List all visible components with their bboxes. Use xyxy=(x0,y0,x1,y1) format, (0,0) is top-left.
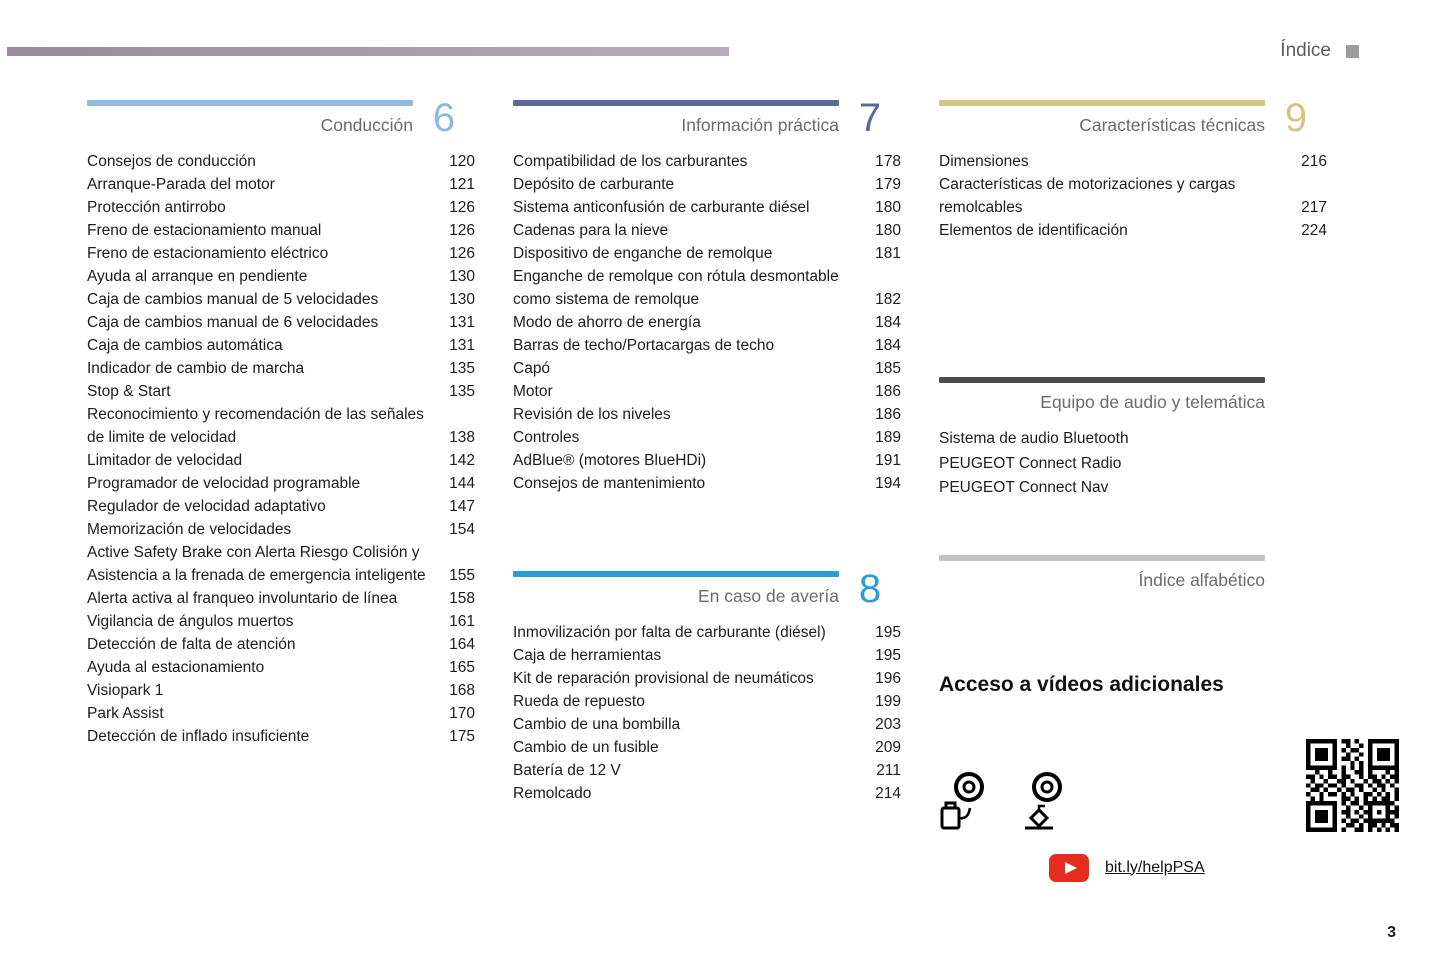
toc-entry-label: Ayuda al estacionamiento xyxy=(87,659,265,676)
toc-entry-page: 170 xyxy=(449,705,475,722)
qr-code xyxy=(1306,739,1399,832)
toc-entry xyxy=(87,633,475,656)
toc-entry-label: Controles xyxy=(513,429,580,446)
toc-entry-label: Park Assist xyxy=(87,705,164,722)
toc-entry-page: 189 xyxy=(875,429,901,446)
toc-entry-page: 178 xyxy=(875,153,901,170)
section-header-indice-alfabetico xyxy=(939,555,1327,591)
toc-entry xyxy=(513,242,901,265)
section-accent-bar xyxy=(939,555,1265,561)
toc-entry xyxy=(87,610,475,633)
toc-entry xyxy=(513,403,901,426)
toc-entry-label: Dispositivo de enganche de remolque xyxy=(513,245,773,262)
toc-entry-page: 126 xyxy=(449,199,475,216)
audio-item: PEUGEOT Connect Nav xyxy=(939,479,1109,496)
toc-entry-page: 161 xyxy=(449,613,475,630)
toc-entry-label: Detección de falta de atención xyxy=(87,636,296,653)
help-link[interactable]: bit.ly/helpPSA xyxy=(1105,858,1205,876)
toc-entry xyxy=(513,173,901,196)
toc-entry-label: Memorización de velocidades xyxy=(87,521,292,538)
toc-entry-label: Vigilancia de ángulos muertos xyxy=(87,613,294,630)
toc-entry-page: 186 xyxy=(875,383,901,400)
toc-entry xyxy=(513,334,901,357)
toc-entry xyxy=(87,334,475,357)
toc-entry xyxy=(87,380,475,403)
toc-entry-label: Batería de 12 V xyxy=(513,762,621,779)
column-caracteristicas xyxy=(939,96,1327,882)
toc-entry xyxy=(939,219,1327,242)
toc-entry-label: Motor xyxy=(513,383,553,400)
toc-entry-label: Limitador de velocidad xyxy=(87,452,243,469)
toc-entry xyxy=(87,449,475,472)
toc-entry xyxy=(939,150,1327,173)
toc-entry xyxy=(87,265,475,288)
toc-entry-page: 196 xyxy=(875,670,901,687)
toc-entry-label: Indicador de cambio de marcha xyxy=(87,360,305,377)
toc-entry-label: Consejos de mantenimiento xyxy=(513,475,706,492)
toc-entry-label: Remolcado xyxy=(513,785,592,802)
toc-entry-page: 199 xyxy=(875,693,901,710)
toc-entry-label: Caja de herramientas xyxy=(513,647,662,664)
toc-entry-label: Freno de estacionamiento manual xyxy=(87,222,322,239)
toc-entry xyxy=(513,219,901,242)
toc-entry xyxy=(513,713,901,736)
section-title-caracteristicas: Características técnicas xyxy=(1079,115,1265,135)
toc-entry-page: 180 xyxy=(875,199,901,216)
chapter-number-8: 8 xyxy=(858,567,882,611)
toc-entry xyxy=(87,173,475,196)
toc-entry-label: Reconocimiento y recomendación de las señales de limite de velocidad xyxy=(87,406,424,446)
header-square-icon xyxy=(1346,45,1359,58)
toc-entry-page: 120 xyxy=(449,153,475,170)
toc-entry-page: 211 xyxy=(876,762,901,779)
toc-entry-label: Revisión de los niveles xyxy=(513,406,671,423)
toc-entry-label: Cambio de una bombilla xyxy=(513,716,681,733)
toc-entry xyxy=(87,702,475,725)
toc-entry-page: 135 xyxy=(449,383,475,400)
toc-entry-label: Elementos de identificación xyxy=(939,222,1128,239)
toc-entry-page: 126 xyxy=(449,245,475,262)
toc-entry xyxy=(87,679,475,702)
toc-entry xyxy=(87,219,475,242)
toc-entry xyxy=(513,265,901,311)
toc-entry xyxy=(513,150,901,173)
top-rule-bar xyxy=(7,47,729,56)
toc-entry xyxy=(513,449,901,472)
toc-entry-page: 209 xyxy=(875,739,901,756)
toc-entry-page: 130 xyxy=(449,268,475,285)
toc-entry xyxy=(513,736,901,759)
section-header-audio xyxy=(939,377,1327,413)
column-conduccion xyxy=(87,96,475,748)
toc-entry xyxy=(513,621,901,644)
toc-entry xyxy=(87,725,475,748)
toc-entry-label: Enganche de remolque con rótula desmontable como sistema de remolque xyxy=(513,268,839,308)
section-header-averia xyxy=(513,567,901,611)
section-title-indice-alfabetico: Índice alfabético xyxy=(1138,569,1265,590)
toc-entry-page: 195 xyxy=(875,624,901,641)
section-accent-bar xyxy=(87,100,413,106)
toc-entry xyxy=(87,518,475,541)
section-header-conduccion xyxy=(87,96,475,140)
toc-entry-label: Regulador de velocidad adaptativo xyxy=(87,498,326,515)
chapter-number-9: 9 xyxy=(1284,96,1308,140)
toc-entry-page: 181 xyxy=(875,245,901,262)
toc-entry-label: Rueda de repuesto xyxy=(513,693,645,710)
toc-entry-label: Sistema anticonfusión de carburante diésel xyxy=(513,199,810,216)
toc-entry xyxy=(939,173,1327,219)
toc-entry xyxy=(87,357,475,380)
toc-entry-label: Cambio de un fusible xyxy=(513,739,659,756)
tyre-jack-icon xyxy=(1017,770,1067,832)
toc-entry-label: Características de motorizaciones y cargas remolcables xyxy=(939,176,1236,216)
section-title-informacion: Información práctica xyxy=(681,115,839,135)
section-accent-bar xyxy=(939,377,1265,383)
section-title-conduccion: Conducción xyxy=(320,115,413,135)
toc-entry-label: Active Safety Brake con Alerta Riesgo Colisión y Asistencia a la frenada de emergencia inteligente xyxy=(87,544,426,584)
toc-entry-label: Compatibilidad de los carburantes xyxy=(513,153,748,170)
toc-entry xyxy=(87,150,475,173)
toc-entry-page: 195 xyxy=(875,647,901,664)
toc-entry-page: 175 xyxy=(449,728,475,745)
toc-entry-page: 168 xyxy=(449,682,475,699)
toc-entry-page: 155 xyxy=(449,567,475,584)
page-number: 3 xyxy=(1387,924,1396,941)
toc-entry-label: Inmovilización por falta de carburante (diésel) xyxy=(513,624,826,641)
toc-entry xyxy=(87,196,475,219)
toc-entry-page: 142 xyxy=(449,452,475,469)
toc-entry-page: 158 xyxy=(449,590,475,607)
toc-entry-label: Caja de cambios manual de 6 velocidades xyxy=(87,314,379,331)
tyre-sealant-kit-icon xyxy=(939,770,989,832)
toc-entry-page: 154 xyxy=(449,521,475,538)
toc-entry xyxy=(513,667,901,690)
toc-entry xyxy=(87,311,475,334)
toc-entry xyxy=(513,472,901,495)
toc-entry-page: 186 xyxy=(875,406,901,423)
page-header xyxy=(1280,40,1359,62)
toc-list-caracteristicas xyxy=(939,150,1327,242)
toc-entry-page: 130 xyxy=(449,291,475,308)
toc-entry xyxy=(513,759,901,782)
page-header-title: Índice xyxy=(1280,40,1331,61)
toc-entry-page: 179 xyxy=(875,176,901,193)
toc-entry-page: 138 xyxy=(449,429,475,446)
toc-entry-page: 185 xyxy=(875,360,901,377)
toc-entry-label: Stop & Start xyxy=(87,383,171,400)
audio-item: Sistema de audio Bluetooth xyxy=(939,430,1129,447)
section-title-audio: Equipo de audio y telemática xyxy=(1040,392,1265,412)
toc-entry-page: 182 xyxy=(875,291,901,308)
toc-entry-label: Freno de estacionamiento eléctrico xyxy=(87,245,329,262)
toc-entry-label: Dimensiones xyxy=(939,153,1029,170)
videos-link-row xyxy=(939,854,1327,882)
toc-entry xyxy=(87,541,475,587)
toc-entry xyxy=(87,472,475,495)
toc-entry-label: Caja de cambios manual de 5 velocidades xyxy=(87,291,379,308)
toc-entry-page: 224 xyxy=(1301,222,1327,239)
toc-entry-label: Depósito de carburante xyxy=(513,176,675,193)
toc-entry-page: 216 xyxy=(1301,153,1327,170)
toc-entry-page: 147 xyxy=(449,498,475,515)
toc-entry-page: 194 xyxy=(875,475,901,492)
toc-entry xyxy=(513,196,901,219)
videos-heading: Acceso a vídeos adicionales xyxy=(939,672,1224,696)
toc-entry xyxy=(87,288,475,311)
youtube-icon[interactable] xyxy=(1049,854,1089,882)
column-informacion xyxy=(513,96,901,805)
toc-entry-label: Modo de ahorro de energía xyxy=(513,314,701,331)
section-accent-bar xyxy=(513,571,839,577)
toc-list-informacion xyxy=(513,150,901,495)
section-header-informacion xyxy=(513,96,901,140)
toc-entry-page: 184 xyxy=(875,337,901,354)
toc-entry-page: 126 xyxy=(449,222,475,239)
videos-icons-row xyxy=(939,739,1327,832)
toc-entry-label: Barras de techo/Portacargas de techo xyxy=(513,337,775,354)
toc-entry xyxy=(87,403,475,449)
toc-entry-label: AdBlue® (motores BlueHDi) xyxy=(513,452,707,469)
toc-entry-label: Caja de cambios automática xyxy=(87,337,283,354)
audio-list xyxy=(939,427,1327,501)
toc-entry xyxy=(513,357,901,380)
toc-entry-label: Programador de velocidad programable xyxy=(87,475,361,492)
toc-entry-label: Protección antirrobo xyxy=(87,199,226,216)
toc-entry xyxy=(513,782,901,805)
toc-entry-page: 164 xyxy=(449,636,475,653)
chapter-number-7: 7 xyxy=(858,96,882,140)
chapter-number-6: 6 xyxy=(432,96,456,140)
toc-entry-page: 191 xyxy=(875,452,901,469)
toc-entry-page: 165 xyxy=(449,659,475,676)
toc-entry-label: Detección de inflado insuficiente xyxy=(87,728,310,745)
toc-entry-page: 121 xyxy=(449,176,475,193)
toc-entry-page: 131 xyxy=(449,337,475,354)
section-header-caracteristicas xyxy=(939,96,1327,140)
toc-entry xyxy=(87,242,475,265)
audio-item: PEUGEOT Connect Radio xyxy=(939,454,1122,472)
toc-entry-label: Cadenas para la nieve xyxy=(513,222,669,239)
toc-entry-label: Arranque-Parada del motor xyxy=(87,176,275,193)
toc-list-conduccion xyxy=(87,150,475,748)
toc-entry xyxy=(513,690,901,713)
toc-entry-label: Capó xyxy=(513,360,551,377)
toc-entry xyxy=(513,644,901,667)
toc-entry xyxy=(87,656,475,679)
toc-entry-label: Consejos de conducción xyxy=(87,153,256,170)
toc-entry-page: 214 xyxy=(875,785,901,802)
toc-entry-label: Kit de reparación provisional de neumáticos xyxy=(513,670,814,687)
toc-entry xyxy=(513,311,901,334)
toc-entry-page: 217 xyxy=(1301,199,1327,216)
toc-entry-page: 180 xyxy=(875,222,901,239)
toc-entry-page: 184 xyxy=(875,314,901,331)
toc-entry xyxy=(87,587,475,610)
toc-entry-page: 144 xyxy=(449,475,475,492)
toc-entry xyxy=(513,380,901,403)
section-title-averia: En caso de avería xyxy=(697,586,839,606)
toc-entry-label: Alerta activa al franqueo involuntario de línea xyxy=(87,590,398,607)
toc-entry-page: 135 xyxy=(449,360,475,377)
toc-entry-label: Ayuda al arranque en pendiente xyxy=(87,268,308,285)
toc-entry-label: Visiopark 1 xyxy=(87,682,164,699)
toc-entry xyxy=(513,426,901,449)
section-accent-bar xyxy=(939,100,1265,106)
toc-list-averia xyxy=(513,621,901,805)
section-accent-bar xyxy=(513,100,839,106)
toc-entry-page: 131 xyxy=(449,314,475,331)
toc-entry xyxy=(87,495,475,518)
toc-entry-page: 203 xyxy=(875,716,901,733)
